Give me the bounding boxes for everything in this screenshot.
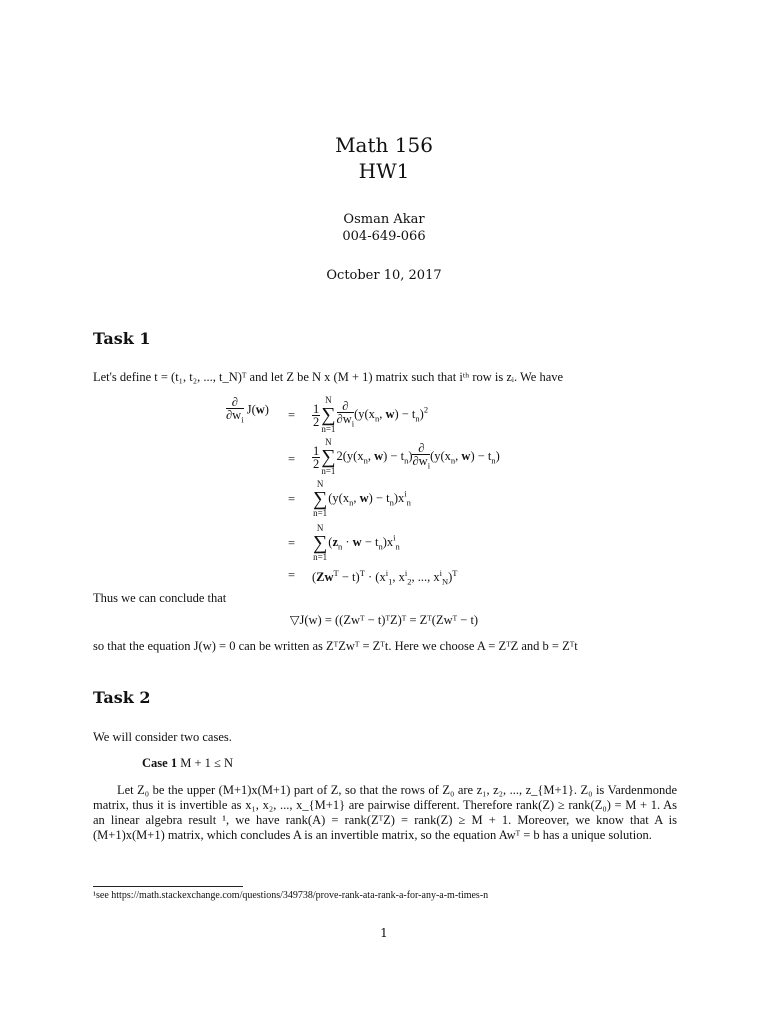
eq-lhs: $\frac{\partial}{\partial w_i}$ J(w) xyxy=(226,395,269,425)
page-number: 1 xyxy=(380,926,388,940)
document-title: Math 156 xyxy=(335,133,433,157)
gradient-equation: ▽J(w) = ((Zwᵀ − t)ᵀZ)ᵀ = Zᵀ(Zwᵀ − t) xyxy=(289,613,479,627)
footnote: ¹see https://math.stackexchange.com/questions/349738/prove-rank-ata-rank-a-for-any-a-m-times-n xyxy=(93,890,489,901)
case1-label: Case 1 xyxy=(142,756,178,770)
task1-conclude: Thus we can conclude that xyxy=(93,591,227,605)
task2-heading: Task 2 xyxy=(93,688,151,707)
task1-intro: Let's define t = (t₁, t₂, ..., t_N)ᵀ and let Z be N x (M + 1) matrix such that iᵗʰ row is zᵢ. We have xyxy=(93,370,564,384)
eq-line-5: $(Zw^T - t)^T \cdot (x^i_1$, $x^i_2$, ..., $x^i_N)^T$ xyxy=(312,568,458,587)
case1-heading xyxy=(142,756,542,771)
author-id: 004-649-066 xyxy=(342,229,426,244)
eq-line-2: $\frac{1}{2}$ N ∑ n=1 $2(y(x_n$, $w) - t_n$) $\frac{\partial}{\partial w_i}$ ($y(x_n$, $w) - t_n$) xyxy=(313,437,500,476)
task1-final: so that the equation J(w) = 0 can be written as ZᵀZwᵀ = Zᵀt. Here we choose A = ZᵀZ and b = Zᵀt xyxy=(93,639,578,653)
author-name: Osman Akar xyxy=(343,212,425,227)
eq-line-1: $\frac{1}{2}$ N ∑ n=1 $\frac{\partial}{\partial w_i}$ ($y(x_n$, $w) - t_n)^2$ xyxy=(313,395,429,434)
case1-text: Let Z₀ be the upper (M+1)x(M+1) part of Z, so that the rows of Z₀ are z₁, z₂, ..., z_{M+1}. Z₀ is Vardenmonde matrix, thus it is invertible as x₁, x₂, ..., x_{M+1} are pairwise different. Therefore rank(Z) ≥ rank(Z₀) = M + 1. As an linear algebra result ¹, we have rank(A) = rank(ZᵀZ) = rank(Z) ≥ M + 1. Moreover, we know that A is (M+1)x(M+1) matrix, which concludes A is an invertible matrix, so the equation Awᵀ = b has a unique solution. xyxy=(93,783,677,842)
eq-line-4: N ∑ n=1 $(z_n \cdot w - t_n)x^i_n$ xyxy=(313,523,400,562)
eq-line-3: N ∑ n=1 ($y(x_n$, $w) - t_n)x^i_n$ xyxy=(313,479,411,518)
footnote-rule xyxy=(93,886,243,887)
case1-condition: M + 1 ≤ N xyxy=(180,756,234,770)
task1-heading: Task 1 xyxy=(93,329,151,348)
task2-intro: We will consider two cases. xyxy=(93,730,232,744)
document-subtitle: HW1 xyxy=(358,159,410,183)
document-date: October 10, 2017 xyxy=(326,268,442,283)
